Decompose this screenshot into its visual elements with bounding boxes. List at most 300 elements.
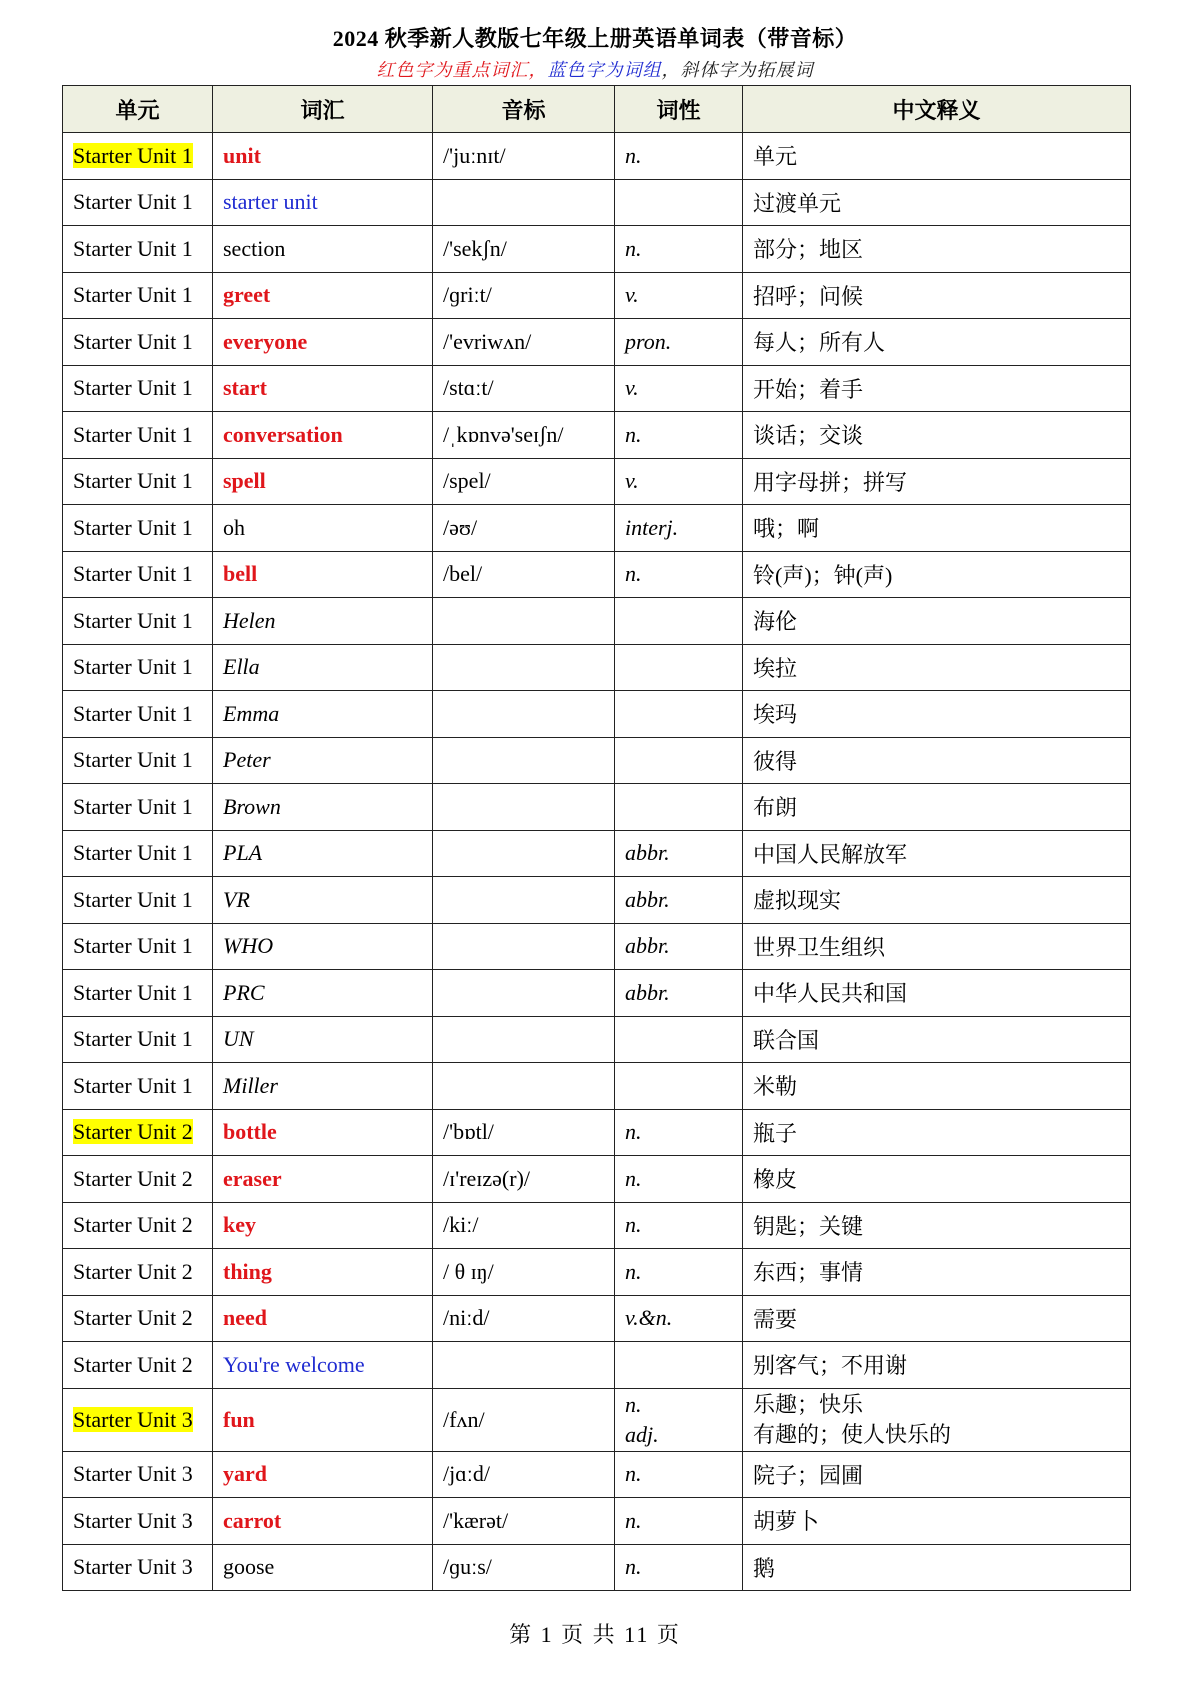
unit-label: Starter Unit 1 xyxy=(73,700,193,726)
pos-cell xyxy=(615,272,743,319)
word-cell xyxy=(213,319,433,366)
phonetic-cell: /ɡriːt/ xyxy=(433,272,615,319)
phonetic-cell: /kiː/ xyxy=(433,1202,615,1249)
word-text: Miller xyxy=(223,1072,278,1098)
meaning-cell xyxy=(743,1388,1131,1451)
word-text: greet xyxy=(223,282,271,308)
word-cell xyxy=(213,551,433,598)
meaning-cell xyxy=(743,1016,1131,1063)
unit-cell xyxy=(63,319,213,366)
pos-text: n. xyxy=(625,1165,642,1191)
word-text: PRC xyxy=(223,979,265,1005)
table-body xyxy=(63,133,1131,1591)
meaning-text: 钥匙；关键 xyxy=(753,1213,864,1239)
pos-text: n. xyxy=(625,1507,642,1533)
meaning-text: 单元 xyxy=(753,144,798,170)
phonetic-cell: /ˌkɒnvə'seɪʃn/ xyxy=(433,412,615,459)
unit-label: Starter Unit 1 xyxy=(73,468,193,494)
word-text: everyone xyxy=(223,328,308,354)
meaning-cell xyxy=(743,970,1131,1017)
meaning-text: 彼得 xyxy=(753,748,798,774)
pos-cell xyxy=(615,1249,743,1296)
meaning-cell xyxy=(743,1295,1131,1342)
unit-cell xyxy=(63,505,213,552)
table-row xyxy=(63,784,1131,831)
unit-cell xyxy=(63,644,213,691)
word-cell xyxy=(213,133,433,180)
word-text: start xyxy=(223,375,267,401)
pos-cell xyxy=(615,1388,743,1451)
pos-cell xyxy=(615,691,743,738)
pos-cell xyxy=(615,133,743,180)
pos-cell xyxy=(615,365,743,412)
pos-text: interj. xyxy=(625,514,679,540)
word-text: Emma xyxy=(223,700,280,726)
meaning-cell xyxy=(743,133,1131,180)
phonetic-cell: /bel/ xyxy=(433,551,615,598)
pos-cell xyxy=(615,412,743,459)
word-text: spell xyxy=(223,468,266,494)
unit-cell xyxy=(63,1388,213,1451)
word-cell xyxy=(213,1249,433,1296)
meaning-text: 布朗 xyxy=(753,795,798,821)
meaning-text: 中国人民解放军 xyxy=(753,841,908,867)
phonetic-cell xyxy=(433,877,615,924)
phonetic-cell: /stɑːt/ xyxy=(433,365,615,412)
pos-cell xyxy=(615,598,743,645)
header-unit: 单元 xyxy=(63,86,213,133)
table-row xyxy=(63,1202,1131,1249)
word-text: yard xyxy=(223,1461,267,1487)
unit-cell xyxy=(63,784,213,831)
unit-cell xyxy=(63,1342,213,1389)
pos-cell xyxy=(615,1109,743,1156)
unit-label: Starter Unit 1 xyxy=(73,1072,193,1098)
meaning-cell xyxy=(743,365,1131,412)
word-cell xyxy=(213,784,433,831)
word-cell xyxy=(213,179,433,226)
unit-label: Starter Unit 1 xyxy=(73,421,193,447)
meaning-text: 东西；事情 xyxy=(753,1260,864,1286)
word-cell xyxy=(213,877,433,924)
unit-label: Starter Unit 2 xyxy=(73,1351,193,1377)
pos-text: n. xyxy=(625,421,642,447)
meaning-text: 联合国 xyxy=(753,1027,820,1053)
unit-cell xyxy=(63,923,213,970)
phonetic-cell xyxy=(433,691,615,738)
legend-separator: ， xyxy=(528,60,548,80)
unit-label: Starter Unit 1 xyxy=(73,607,193,633)
unit-label: Starter Unit 2 xyxy=(73,1305,193,1331)
unit-label: Starter Unit 2 xyxy=(73,1119,193,1145)
word-cell xyxy=(213,1498,433,1545)
unit-cell xyxy=(63,412,213,459)
pos-cell xyxy=(615,226,743,273)
pos-text: adj. xyxy=(625,1421,659,1447)
meaning-cell xyxy=(743,1498,1131,1545)
word-cell xyxy=(213,644,433,691)
phonetic-cell: /ɡuːs/ xyxy=(433,1544,615,1591)
pos-text: n. xyxy=(625,1258,642,1284)
table-row xyxy=(63,319,1131,366)
pos-cell xyxy=(615,1544,743,1591)
meaning-cell xyxy=(743,691,1131,738)
pos-cell xyxy=(615,319,743,366)
phonetic-cell xyxy=(433,784,615,831)
meaning-text: 埃拉 xyxy=(753,655,798,681)
meaning-cell xyxy=(743,877,1131,924)
unit-cell xyxy=(63,1109,213,1156)
meaning-cell xyxy=(743,458,1131,505)
word-text: conversation xyxy=(223,421,343,447)
word-text: oh xyxy=(223,514,245,540)
meaning-text: 谈话；交谈 xyxy=(753,423,864,449)
meaning-cell xyxy=(743,1249,1131,1296)
table-row xyxy=(63,365,1131,412)
unit-label: Starter Unit 1 xyxy=(73,142,193,168)
phonetic-cell: /'evriwʌn/ xyxy=(433,319,615,366)
table-row xyxy=(63,830,1131,877)
unit-cell xyxy=(63,691,213,738)
unit-cell xyxy=(63,226,213,273)
unit-cell xyxy=(63,179,213,226)
unit-label: Starter Unit 1 xyxy=(73,235,193,261)
meaning-text: 乐趣；快乐 xyxy=(753,1391,864,1417)
table-row xyxy=(63,133,1131,180)
unit-cell xyxy=(63,1202,213,1249)
unit-cell xyxy=(63,1016,213,1063)
unit-label: Starter Unit 2 xyxy=(73,1212,193,1238)
unit-label: Starter Unit 1 xyxy=(73,1026,193,1052)
word-text: need xyxy=(223,1305,267,1331)
unit-cell xyxy=(63,970,213,1017)
meaning-cell xyxy=(743,179,1131,226)
meaning-text: 需要 xyxy=(753,1306,798,1332)
meaning-cell xyxy=(743,1109,1131,1156)
unit-cell xyxy=(63,1295,213,1342)
table-row xyxy=(63,179,1131,226)
meaning-text: 瓶子 xyxy=(753,1120,798,1146)
unit-label: Starter Unit 1 xyxy=(73,189,193,215)
unit-cell xyxy=(63,365,213,412)
table-row xyxy=(63,1249,1131,1296)
unit-cell xyxy=(63,272,213,319)
phonetic-cell xyxy=(433,830,615,877)
phonetic-cell: /'bɒtl/ xyxy=(433,1109,615,1156)
meaning-cell xyxy=(743,1451,1131,1498)
table-row xyxy=(63,1063,1131,1110)
phonetic-cell xyxy=(433,970,615,1017)
header-phonetic: 音标 xyxy=(433,86,615,133)
pos-cell xyxy=(615,1156,743,1203)
meaning-text: 每人；所有人 xyxy=(753,330,886,356)
pos-text: v. xyxy=(625,468,639,494)
word-text: Brown xyxy=(223,793,281,819)
word-text: goose xyxy=(223,1554,275,1580)
unit-cell xyxy=(63,737,213,784)
table-row xyxy=(63,1388,1131,1451)
table-row xyxy=(63,505,1131,552)
phonetic-cell xyxy=(433,737,615,784)
pos-cell xyxy=(615,458,743,505)
table-row xyxy=(63,1295,1131,1342)
meaning-text: 世界卫生组织 xyxy=(753,934,886,960)
word-text: PLA xyxy=(223,840,263,866)
meaning-cell xyxy=(743,830,1131,877)
pos-cell xyxy=(615,923,743,970)
unit-label: Starter Unit 2 xyxy=(73,1258,193,1284)
unit-cell xyxy=(63,133,213,180)
unit-label: Starter Unit 3 xyxy=(73,1554,193,1580)
word-cell xyxy=(213,598,433,645)
pos-text: n. xyxy=(625,235,642,261)
unit-label: Starter Unit 1 xyxy=(73,282,193,308)
phonetic-cell: /'sekʃn/ xyxy=(433,226,615,273)
meaning-text: 米勒 xyxy=(753,1074,798,1100)
phonetic-cell: /'juːnɪt/ xyxy=(433,133,615,180)
pos-cell xyxy=(615,1016,743,1063)
meaning-text: 部分；地区 xyxy=(753,237,864,263)
unit-label: Starter Unit 1 xyxy=(73,793,193,819)
meaning-text: 过渡单元 xyxy=(753,190,842,216)
table-header-row xyxy=(63,86,1131,133)
word-cell xyxy=(213,272,433,319)
meaning-cell xyxy=(743,1156,1131,1203)
table-row xyxy=(63,1016,1131,1063)
word-cell xyxy=(213,1156,433,1203)
meaning-cell xyxy=(743,598,1131,645)
page-footer: 第 1 页 共 11 页 xyxy=(509,1622,681,1647)
phonetic-cell: /'kærət/ xyxy=(433,1498,615,1545)
unit-label: Starter Unit 2 xyxy=(73,1165,193,1191)
word-text: section xyxy=(223,235,286,261)
pos-text: v. xyxy=(625,375,639,401)
phonetic-cell xyxy=(433,1016,615,1063)
phonetic-cell: /jɑːd/ xyxy=(433,1451,615,1498)
meaning-cell xyxy=(743,505,1131,552)
legend-subtitle xyxy=(0,56,1190,82)
legend-separator: ， xyxy=(661,60,681,80)
meaning-cell xyxy=(743,644,1131,691)
word-text: fun xyxy=(223,1406,255,1432)
header-meaning: 中文释义 xyxy=(743,86,1131,133)
pos-text: abbr. xyxy=(625,979,670,1005)
phonetic-cell: / θ ɪŋ/ xyxy=(433,1249,615,1296)
meaning-cell xyxy=(743,737,1131,784)
table-row xyxy=(63,1342,1131,1389)
unit-cell xyxy=(63,1156,213,1203)
word-cell xyxy=(213,1451,433,1498)
meaning-cell xyxy=(743,784,1131,831)
pos-text: abbr. xyxy=(625,886,670,912)
pos-cell xyxy=(615,1063,743,1110)
unit-label: Starter Unit 1 xyxy=(73,375,193,401)
pos-cell xyxy=(615,505,743,552)
pos-text: abbr. xyxy=(625,933,670,959)
word-cell xyxy=(213,226,433,273)
word-cell xyxy=(213,737,433,784)
word-cell xyxy=(213,691,433,738)
pos-cell xyxy=(615,970,743,1017)
table-row xyxy=(63,458,1131,505)
meaning-text: 用字母拼；拼写 xyxy=(753,469,908,495)
meaning-text: 埃玛 xyxy=(753,702,798,728)
meaning-cell xyxy=(743,1342,1131,1389)
word-text: bottle xyxy=(223,1119,277,1145)
table-row xyxy=(63,1156,1131,1203)
unit-cell xyxy=(63,830,213,877)
meaning-cell xyxy=(743,551,1131,598)
meaning-cell xyxy=(743,226,1131,273)
meaning-text: 铃(声)；钟(声) xyxy=(753,562,893,588)
phonetic-cell xyxy=(433,598,615,645)
word-text: thing xyxy=(223,1258,272,1284)
pos-text: n. xyxy=(625,1119,642,1145)
table-row xyxy=(63,272,1131,319)
pos-cell xyxy=(615,551,743,598)
pos-cell xyxy=(615,1202,743,1249)
word-text: starter unit xyxy=(223,189,318,215)
pos-text: n. xyxy=(625,1212,642,1238)
word-cell xyxy=(213,505,433,552)
unit-label: Starter Unit 1 xyxy=(73,886,193,912)
pos-cell xyxy=(615,737,743,784)
unit-label: Starter Unit 1 xyxy=(73,933,193,959)
table-row xyxy=(63,970,1131,1017)
word-text: VR xyxy=(223,886,250,912)
word-cell xyxy=(213,1342,433,1389)
vocabulary-table xyxy=(62,85,1131,1591)
meaning-cell xyxy=(743,1063,1131,1110)
phonetic-cell xyxy=(433,179,615,226)
header-pos: 词性 xyxy=(615,86,743,133)
unit-cell xyxy=(63,1249,213,1296)
legend-red: 红色字为重点词汇 xyxy=(376,60,529,80)
pos-cell xyxy=(615,179,743,226)
meaning-text: 哦；啊 xyxy=(753,516,820,542)
meaning-cell xyxy=(743,1202,1131,1249)
pos-cell xyxy=(615,1295,743,1342)
pos-text: n. xyxy=(625,1461,642,1487)
word-cell xyxy=(213,923,433,970)
unit-cell xyxy=(63,598,213,645)
pos-cell xyxy=(615,784,743,831)
unit-cell xyxy=(63,458,213,505)
meaning-text: 有趣的；使人快乐的 xyxy=(753,1421,952,1447)
word-text: You're welcome xyxy=(223,1351,365,1377)
meaning-cell xyxy=(743,1544,1131,1591)
pos-text: v. xyxy=(625,282,639,308)
header-word: 词汇 xyxy=(213,86,433,133)
word-cell xyxy=(213,365,433,412)
pos-text: n. xyxy=(625,1391,642,1417)
meaning-text: 海伦 xyxy=(753,609,798,635)
pos-text: n. xyxy=(625,142,642,168)
unit-cell xyxy=(63,877,213,924)
unit-label: Starter Unit 1 xyxy=(73,747,193,773)
table-row xyxy=(63,644,1131,691)
phonetic-cell xyxy=(433,1063,615,1110)
table-row xyxy=(63,1544,1131,1591)
pos-cell xyxy=(615,1451,743,1498)
meaning-text: 虚拟现实 xyxy=(753,888,842,914)
pos-text: pron. xyxy=(625,328,672,354)
phonetic-cell: /fʌn/ xyxy=(433,1388,615,1451)
unit-label: Starter Unit 1 xyxy=(73,514,193,540)
pos-text: n. xyxy=(625,1554,642,1580)
unit-cell xyxy=(63,1451,213,1498)
pos-text: n. xyxy=(625,561,642,587)
pos-text: abbr. xyxy=(625,840,670,866)
word-cell xyxy=(213,970,433,1017)
pos-cell xyxy=(615,877,743,924)
unit-cell xyxy=(63,1063,213,1110)
phonetic-cell: /spel/ xyxy=(433,458,615,505)
table-row xyxy=(63,737,1131,784)
phonetic-cell: /ɪ'reɪzə(r)/ xyxy=(433,1156,615,1203)
unit-label: Starter Unit 3 xyxy=(73,1461,193,1487)
word-text: unit xyxy=(223,142,261,168)
table-row xyxy=(63,226,1131,273)
word-text: WHO xyxy=(223,933,274,959)
phonetic-cell xyxy=(433,1342,615,1389)
unit-label: Starter Unit 3 xyxy=(73,1406,193,1432)
meaning-cell xyxy=(743,923,1131,970)
table-row xyxy=(63,1451,1131,1498)
meaning-text: 橡皮 xyxy=(753,1167,798,1193)
word-text: UN xyxy=(223,1026,254,1052)
unit-label: Starter Unit 1 xyxy=(73,328,193,354)
meaning-text: 胡萝卜 xyxy=(753,1509,820,1535)
pos-cell xyxy=(615,1498,743,1545)
meaning-cell xyxy=(743,272,1131,319)
word-cell xyxy=(213,1202,433,1249)
unit-cell xyxy=(63,551,213,598)
word-cell xyxy=(213,1295,433,1342)
meaning-text: 招呼；问候 xyxy=(753,283,864,309)
meaning-text: 中华人民共和国 xyxy=(753,981,908,1007)
word-cell xyxy=(213,1109,433,1156)
word-cell xyxy=(213,1388,433,1451)
phonetic-cell: /əʊ/ xyxy=(433,505,615,552)
word-text: key xyxy=(223,1212,256,1238)
unit-label: Starter Unit 1 xyxy=(73,561,193,587)
phonetic-cell xyxy=(433,923,615,970)
word-text: Peter xyxy=(223,747,271,773)
pos-text: v.&n. xyxy=(625,1305,673,1331)
word-text: Helen xyxy=(223,607,276,633)
phonetic-cell: /niːd/ xyxy=(433,1295,615,1342)
meaning-text: 开始；着手 xyxy=(753,376,864,402)
phonetic-cell xyxy=(433,644,615,691)
word-text: bell xyxy=(223,561,258,587)
word-text: carrot xyxy=(223,1507,282,1533)
word-cell xyxy=(213,412,433,459)
table-row xyxy=(63,551,1131,598)
unit-cell xyxy=(63,1544,213,1591)
pos-cell xyxy=(615,1342,743,1389)
table-row xyxy=(63,923,1131,970)
table-row xyxy=(63,877,1131,924)
legend-italic: 斜体字为拓展词 xyxy=(680,60,814,80)
pos-cell xyxy=(615,830,743,877)
table-row xyxy=(63,1109,1131,1156)
word-cell xyxy=(213,830,433,877)
unit-label: Starter Unit 1 xyxy=(73,840,193,866)
word-cell xyxy=(213,1016,433,1063)
word-cell xyxy=(213,458,433,505)
unit-label: Starter Unit 1 xyxy=(73,654,193,680)
